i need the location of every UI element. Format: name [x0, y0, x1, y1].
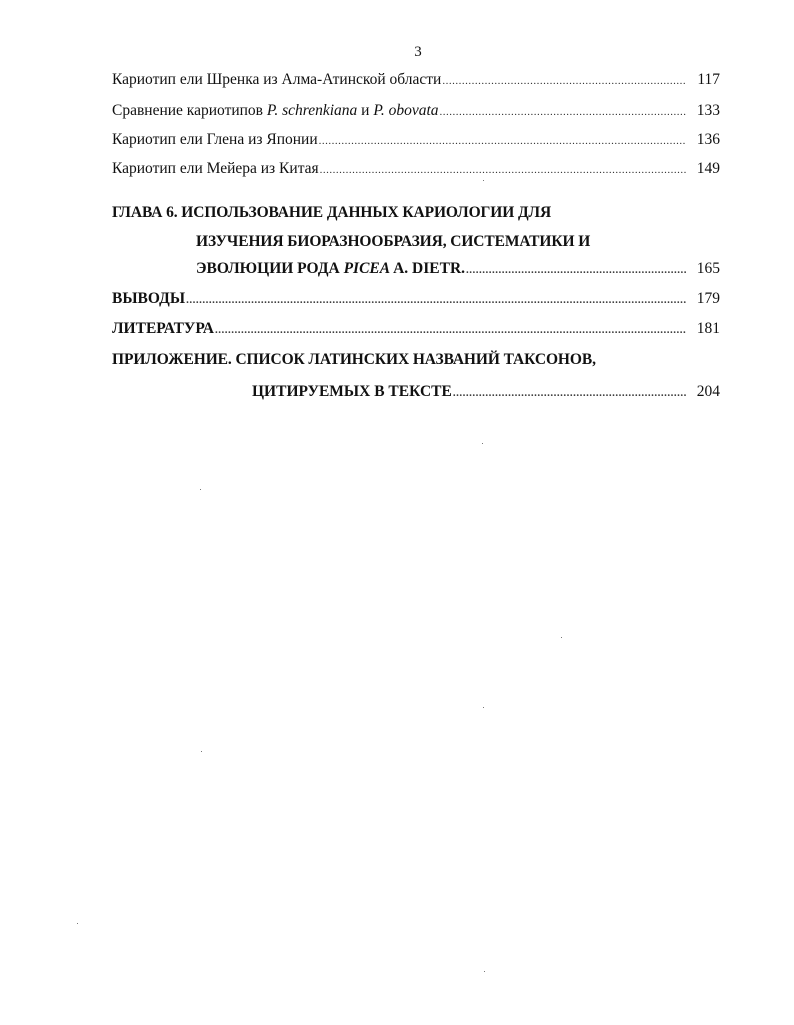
dot-leader: [442, 75, 686, 87]
scan-speck: [483, 180, 484, 181]
page-number: 3: [414, 44, 422, 60]
toc-entry-title: Кариотип ели Мейера из Китая: [112, 160, 319, 177]
dot-leader: [215, 324, 686, 336]
dot-leader: [319, 135, 686, 147]
toc-entry-title: Кариотип ели Шренка из Алма-Атинской области: [112, 71, 442, 88]
toc-entry-title: Кариотип ели Глена из Японии: [112, 131, 318, 148]
toc-entry-conclusions: [112, 290, 720, 308]
scan-speck: [483, 707, 484, 708]
toc-entry-page: 117: [697, 71, 720, 88]
dot-leader: [466, 264, 686, 276]
dot-leader: [453, 387, 686, 399]
toc-entry-appendix: [252, 383, 720, 401]
toc-entry-page: 165: [696, 260, 720, 277]
scan-speck: [77, 923, 78, 924]
scan-speck: [484, 971, 485, 972]
toc-entry-page: 149: [696, 160, 720, 177]
appendix-heading-line: ПРИЛОЖЕНИЕ. СПИСОК ЛАТИНСКИХ НАЗВАНИЙ ТАКСОНОВ,: [112, 351, 596, 368]
toc-entry-page: 181: [696, 320, 720, 337]
toc-entry-title: ЛИТЕРАТУРА: [112, 320, 214, 337]
scan-speck: [201, 751, 202, 752]
toc-entry-title: ВЫВОДЫ: [112, 290, 186, 307]
toc-entry-page: 133: [696, 102, 720, 119]
toc-entry-title: ЭВОЛЮЦИИ РОДА PICEA A. DIETR.: [196, 260, 466, 277]
toc-entry-title: ЦИТИРУЕМЫХ В ТЕКСТЕ: [252, 383, 452, 400]
toc-entry-chapter: [196, 260, 720, 278]
dot-leader: [440, 106, 687, 118]
dot-leader: [186, 294, 686, 306]
toc-entry-literature: [112, 320, 720, 338]
toc-entry-page: 179: [696, 290, 720, 307]
chapter-heading-line: ГЛАВА 6. ИСПОЛЬЗОВАНИЕ ДАННЫХ КАРИОЛОГИИ ДЛЯ: [112, 204, 552, 221]
scan-speck: [482, 443, 483, 444]
toc-entry-page: 204: [696, 383, 720, 400]
toc-entry-page: 136: [696, 131, 720, 148]
toc-entry: [112, 71, 720, 89]
toc-entry: [112, 102, 720, 120]
toc-entry: [112, 160, 720, 178]
toc-entry-title: Сравнение кариотипов P. schrenkiana и P. obovata: [112, 102, 439, 119]
dot-leader: [320, 164, 686, 176]
scan-speck: [200, 489, 201, 490]
scan-speck: [561, 637, 562, 638]
toc-entry: [112, 131, 720, 149]
chapter-heading-line: ИЗУЧЕНИЯ БИОРАЗНООБРАЗИЯ, СИСТЕМАТИКИ И: [196, 233, 591, 250]
